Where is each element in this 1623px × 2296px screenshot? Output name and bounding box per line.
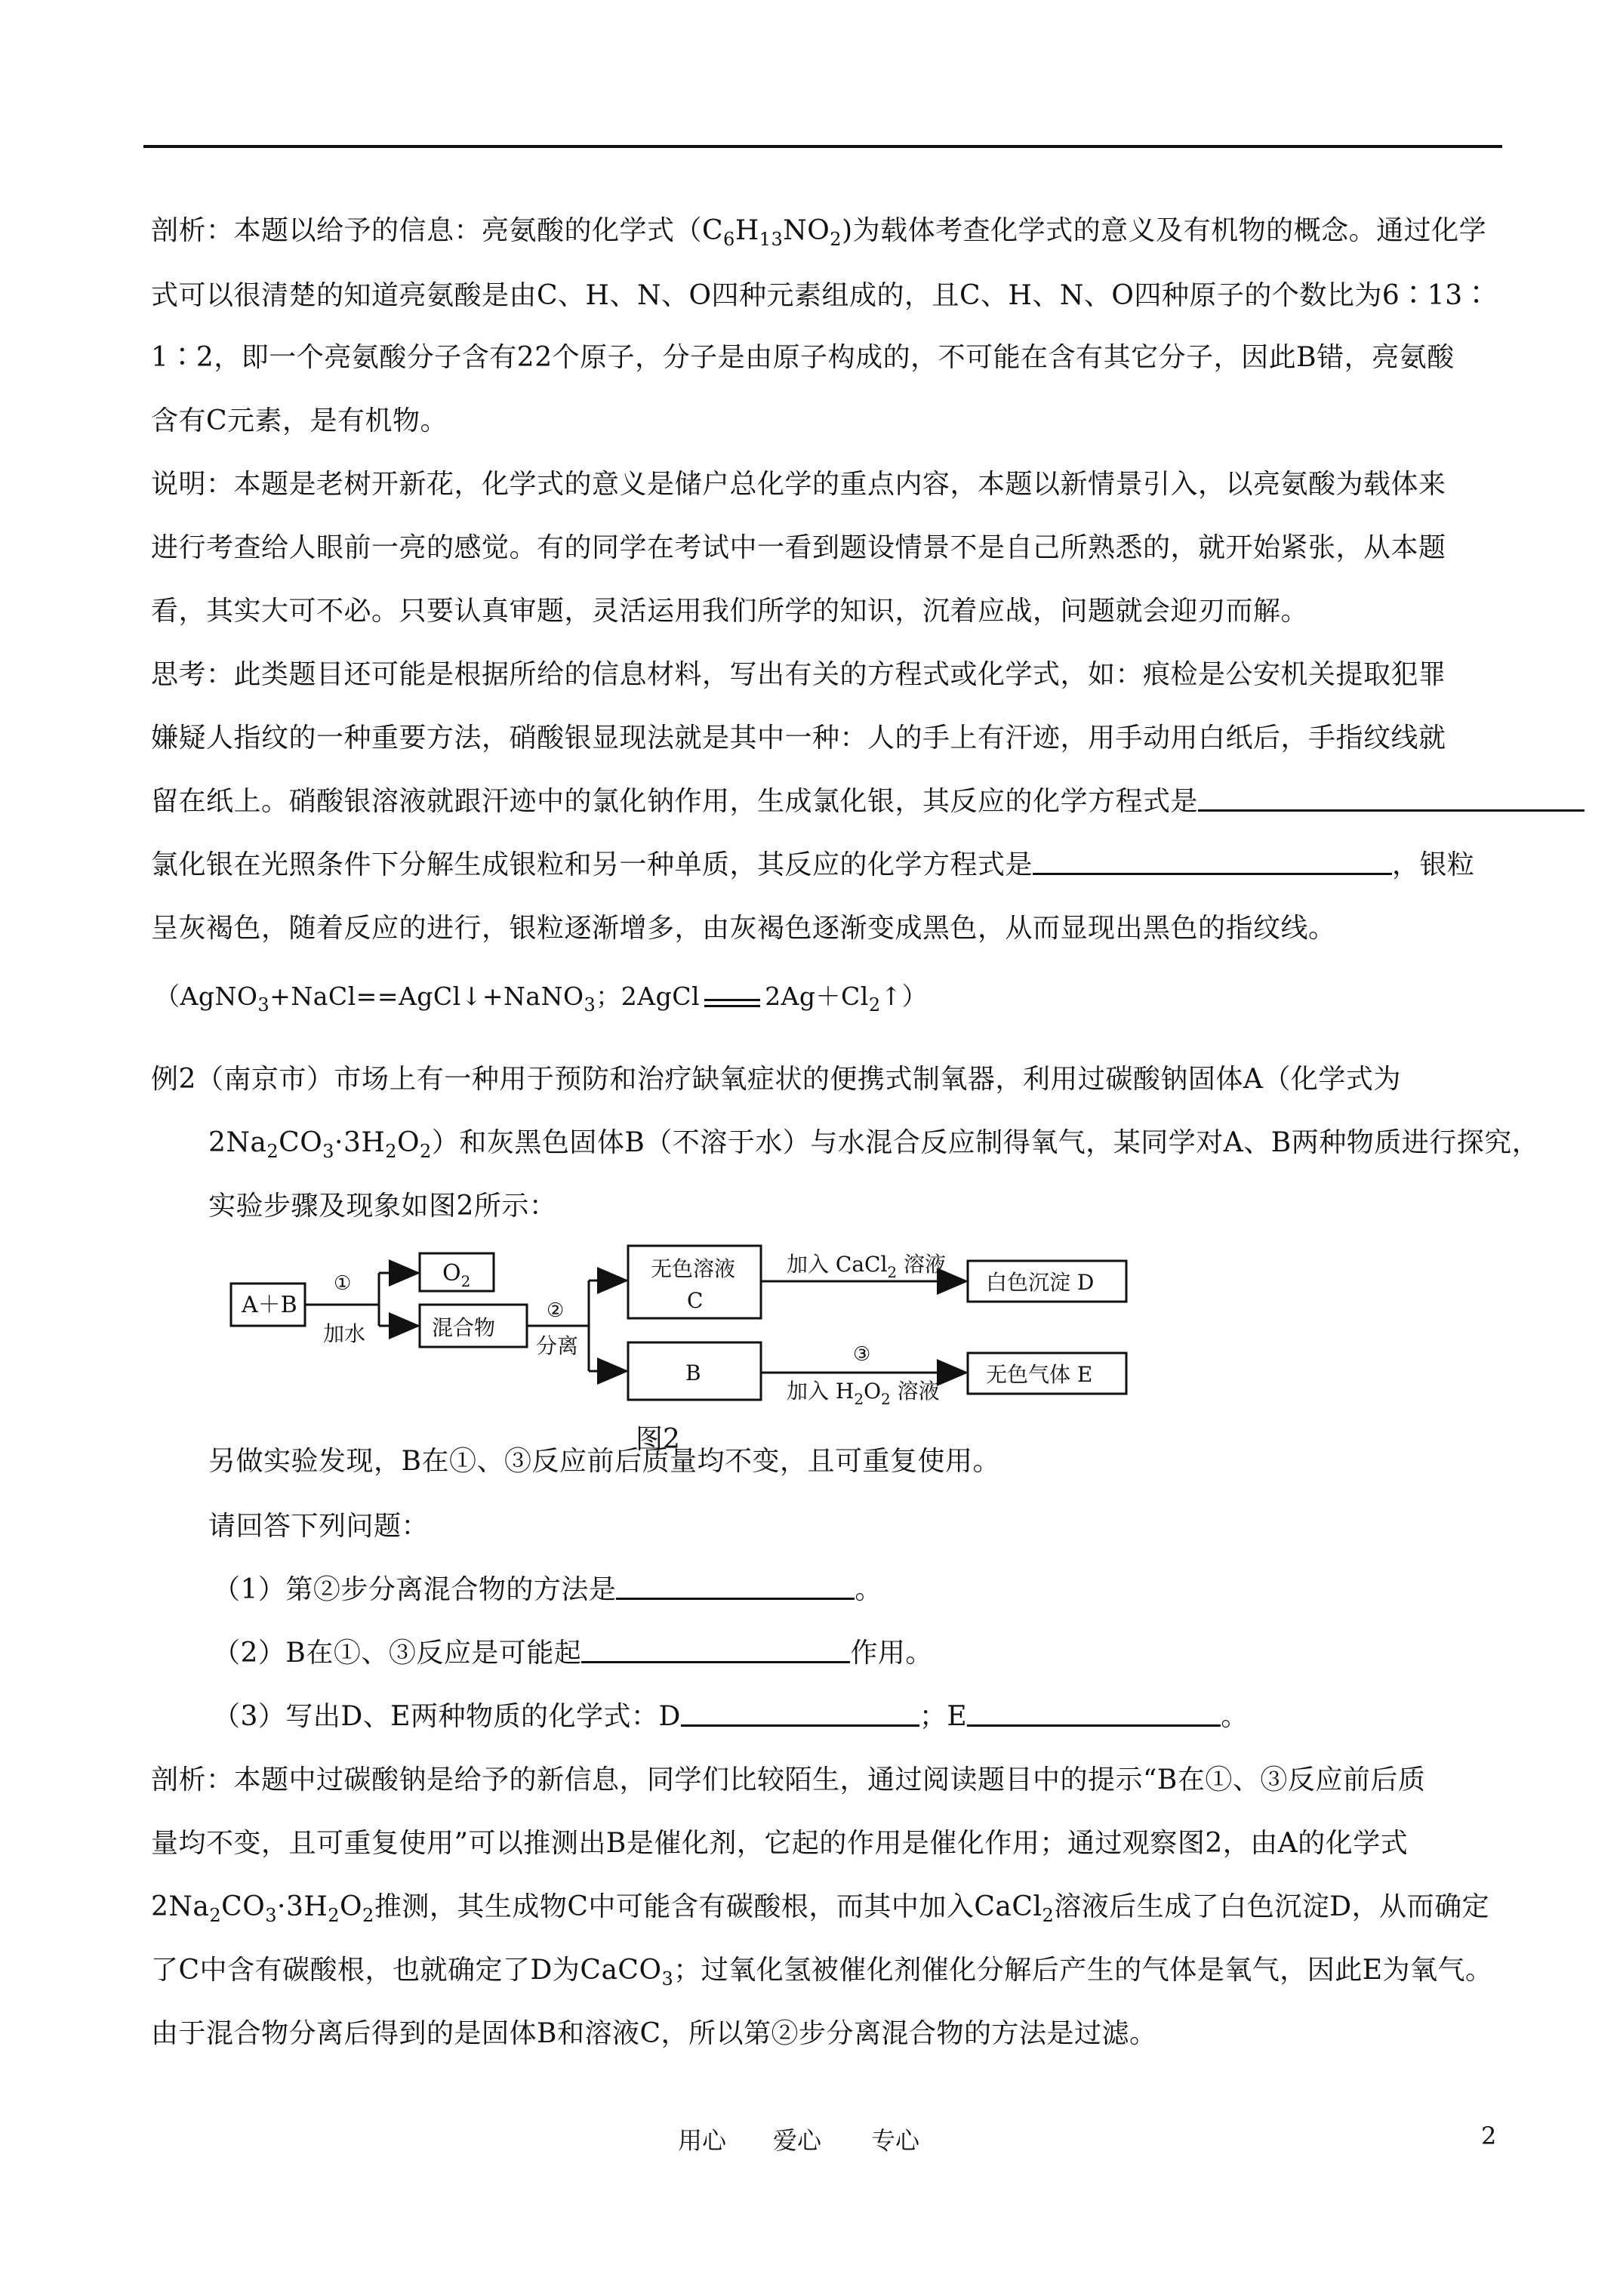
question-3: （3）写出D、E两种物质的化学式：D ；E 。 (213, 1701, 1249, 1732)
answer-blank-q2 (581, 1638, 850, 1663)
analysis2-line3: $2Na_2CO_3\cdot 3H_2O_2$推测，其生成物C中可能含有碳酸根，而其中加入CaCl$_2$溶液后生成了白色沉淀D，从而确定 (151, 1891, 1490, 1926)
footer-text-3: 专心 (871, 2126, 920, 2155)
analysis2-line4: 了C中含有碳酸根，也就确定了D为CaCO$_3$；过氧化氢被催化剂催化分解后产生的气体是氧气，因此E为氧气。 (151, 1955, 1493, 1989)
para1-line3: 1∶2，即一个亮氨酸分子含有22个原子，分子是由原子构成的，不可能在含有其它分子，因此B错，亮氨酸 (151, 342, 1455, 373)
analysis2-line1: 剖析：本题中过碳酸钠是给予的新信息，同学们比较陌生，通过阅读题目中的提示“B在①、③反应前后质 (151, 1764, 1426, 1795)
after-fig-line1: 另做实验发现，B在①、③反应前后质量均不变，且可重复使用。 (208, 1446, 1000, 1477)
reaction-condition-mark (704, 984, 760, 1008)
label-add-water: 加水 (323, 1321, 366, 1346)
para2-line1: 说明：本题是老树开新花，化学式的意义是储户总化学的重点内容，本题以新情景引入，以亮氨酸为载体来 (151, 469, 1446, 500)
label-o2: $O_2$ (442, 1260, 471, 1290)
question-2: （2）B在①、③反应是可能起 作用。 (213, 1638, 933, 1669)
example2-line1: 例2（南京市）市场上有一种用于预防和治疗缺氧症状的便携式制氧器，利用过碳酸钠固体A（化学式为 (151, 1064, 1401, 1095)
example2-line3: 实验步骤及现象如图2所示： (208, 1191, 557, 1222)
para3-line2: 嫌疑人指纹的一种重要方法，硝酸银显现法就是其中一种：人的手上有汗迹，用手动用白纸后，手指纹线就 (151, 723, 1446, 754)
answer-blank-1 (1198, 787, 1585, 812)
label-precipitate-d: 白色沉淀 D (986, 1270, 1095, 1295)
page-number: 2 (1481, 2122, 1497, 2150)
answer-blank-q3-d (681, 1702, 919, 1727)
label-b: B (685, 1361, 701, 1385)
header-rule (143, 145, 1502, 148)
label-add-h2o2: 加入 $H_2O_2$ 溶液 (787, 1379, 940, 1408)
example2-line2: $2Na_2CO_3\cdot 3H_2O_2$）和灰黑色固体B（不溶于水）与水混合反应制得氧气，某同学对A、B两种物质进行探究， (208, 1127, 1540, 1162)
para2-line2: 进行考查给人眼前一亮的感觉。有的同学在考试中一看到题设情景不是自己所熟悉的，就开始紧张，从本题 (151, 532, 1446, 563)
figure-caption: 图2 (636, 1424, 680, 1455)
para2-line3: 看，其实大可不必。只要认真审题，灵活运用我们所学的知识，沉着应战，问题就会迎刃而解。 (151, 596, 1309, 627)
label-step3: ③ (853, 1343, 871, 1366)
label-add-cacl2: 加入 CaCl$_2$ 溶液 (787, 1252, 947, 1281)
para3-line1: 思考：此类题目还可能是根据所给的信息材料，写出有关的方程式或化学式，如：痕检是公安机关提取犯罪 (151, 659, 1446, 690)
label-step2: ② (547, 1299, 565, 1322)
label-solution-c-1: 无色溶液 (651, 1256, 736, 1281)
para1-line4: 含有C元素，是有机物。 (151, 405, 448, 436)
experiment-flow-diagram (211, 1231, 1155, 1435)
analysis2-line2: 量均不变，且可重复使用”可以推测出B是催化剂，它起的作用是催化作用；通过观察图2，由A的化学式 (151, 1828, 1409, 1859)
answer-equations: （AgNO$_3$+NaCl==AgCl↓+NaNO$_3$；2AgCl $2Ag+Cl_2↑$） (155, 982, 928, 1015)
answer-blank-q3-e (967, 1702, 1221, 1727)
label-gas-e: 无色气体 E (986, 1362, 1093, 1387)
answer-blank-2 (1033, 850, 1392, 875)
footer-text-1: 用心 (678, 2126, 727, 2155)
para3-line5: 呈灰褐色，随着反应的进行，银粒逐渐增多，由灰褐色逐渐变成黑色，从而显现出黑色的指纹线。 (151, 913, 1336, 944)
question-1: （1）第②步分离混合物的方法是 。 (213, 1574, 882, 1605)
answer-blank-q1 (616, 1575, 855, 1600)
after-fig-line2: 请回答下列问题： (208, 1511, 430, 1542)
label-solution-c-2: C (687, 1288, 704, 1313)
para1-line1: 剖析：本题以给予的信息：亮氨酸的化学式$(C_6H_{13}NO_2)$为载体考查化学式的意义及有机物的概念。通过化学 (151, 215, 1487, 250)
label-step1: ① (334, 1272, 352, 1295)
label-a-plus-b: A＋B (242, 1292, 297, 1318)
label-mixture: 混合物 (432, 1315, 496, 1340)
label-separate: 分离 (536, 1333, 579, 1358)
para3-line4: 氯化银在光照条件下分解生成银粒和另一种单质，其反应的化学方程式是 ，银粒 (151, 849, 1475, 880)
para1-line2: 式可以很清楚的知道亮氨酸是由C、H、N、O四种元素组成的，且C、H、N、O四种原子的个数比为6∶13∶ (151, 280, 1491, 311)
footer-text-2: 爱心 (773, 2126, 822, 2155)
para3-line3: 留在纸上。硝酸银溶液就跟汗迹中的氯化钠作用，生成氯化银，其反应的化学方程式是 (151, 785, 1585, 818)
analysis2-line5: 由于混合物分离后得到的是固体B和溶液C，所以第②步分离混合物的方法是过滤。 (151, 2018, 1157, 2049)
